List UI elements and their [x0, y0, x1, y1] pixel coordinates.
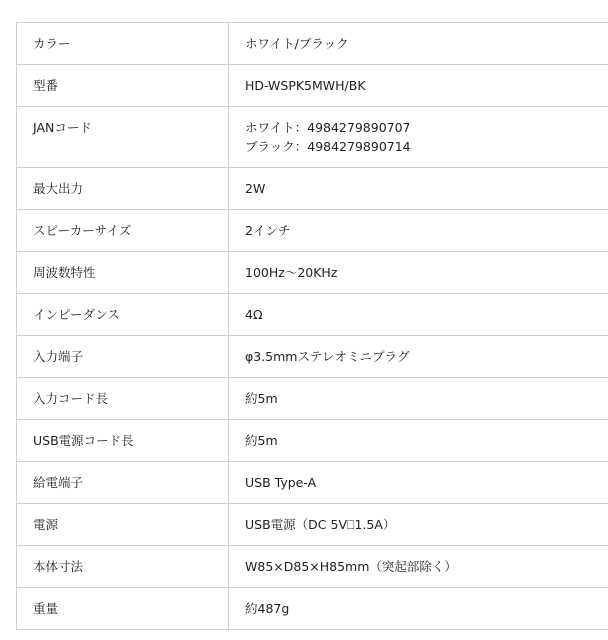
spec-value: [229, 252, 608, 294]
spec-value: [229, 546, 608, 588]
spec-value: [229, 23, 608, 65]
spec-label: 入力コード長: [17, 378, 229, 420]
spec-value-line: ホワイト/ブラック: [245, 36, 349, 51]
spec-value: [229, 588, 608, 630]
spec-row-input-cord-length: [17, 378, 608, 420]
spec-row-frequency: [17, 252, 608, 294]
spec-value-line: ブラック：4984279890714: [245, 139, 411, 154]
spec-value: [229, 504, 608, 546]
spec-value-line: 約5m: [245, 391, 278, 406]
spec-row-jan: [17, 107, 608, 168]
spec-value: [229, 65, 608, 107]
spec-row-weight: [17, 588, 608, 630]
spec-row-power-terminal: [17, 462, 608, 504]
spec-label: カラー: [17, 23, 229, 65]
spec-row-color: [17, 23, 608, 65]
spec-row-usb-cord-length: [17, 420, 608, 462]
spec-row-speaker-size: [17, 210, 608, 252]
spec-label: 最大出力: [17, 168, 229, 210]
spec-label: USB電源コード長: [17, 420, 229, 462]
spec-value: [229, 378, 608, 420]
spec-value: [229, 107, 608, 168]
spec-row-max-output: [17, 168, 608, 210]
spec-value-line: 4Ω: [245, 307, 263, 322]
spec-row-input-terminal: [17, 336, 608, 378]
spec-row-model: [17, 65, 608, 107]
spec-value: [229, 168, 608, 210]
spec-label: 本体寸法: [17, 546, 229, 588]
spec-row-dimensions: [17, 546, 608, 588]
spec-label: 周波数特性: [17, 252, 229, 294]
spec-label: JANコード: [17, 107, 229, 168]
spec-table: [16, 22, 608, 630]
spec-value-line: φ3.5mmステレオミニプラグ: [245, 349, 410, 364]
spec-value-line: 約487g: [245, 601, 290, 616]
spec-value-line: 約5m: [245, 433, 278, 448]
spec-value-line: USB Type-A: [245, 475, 317, 490]
spec-value: [229, 420, 608, 462]
spec-value-line: ホワイト：4984279890707: [245, 120, 411, 135]
spec-value: [229, 210, 608, 252]
spec-row-impedance: [17, 294, 608, 336]
spec-label: 重量: [17, 588, 229, 630]
spec-label: 型番: [17, 65, 229, 107]
spec-table-body: [17, 23, 608, 630]
spec-value-line: W85×D85×H85mm（突起部除く）: [245, 559, 457, 574]
spec-value: [229, 294, 608, 336]
spec-value-line: 2W: [245, 181, 266, 196]
spec-label: 入力端子: [17, 336, 229, 378]
spec-row-power-source: [17, 504, 608, 546]
spec-value-line: 100Hz～20KHz: [245, 265, 338, 280]
spec-value: [229, 336, 608, 378]
spec-value-line: 2インチ: [245, 223, 291, 238]
spec-value: [229, 462, 608, 504]
spec-value-line: USB電源（DC 5V⎕1.5A）: [245, 517, 396, 532]
spec-label: 電源: [17, 504, 229, 546]
spec-label: 給電端子: [17, 462, 229, 504]
spec-value-line: HD-WSPK5MWH/BK: [245, 78, 366, 93]
spec-label: スピーカーサイズ: [17, 210, 229, 252]
spec-label: インピーダンス: [17, 294, 229, 336]
